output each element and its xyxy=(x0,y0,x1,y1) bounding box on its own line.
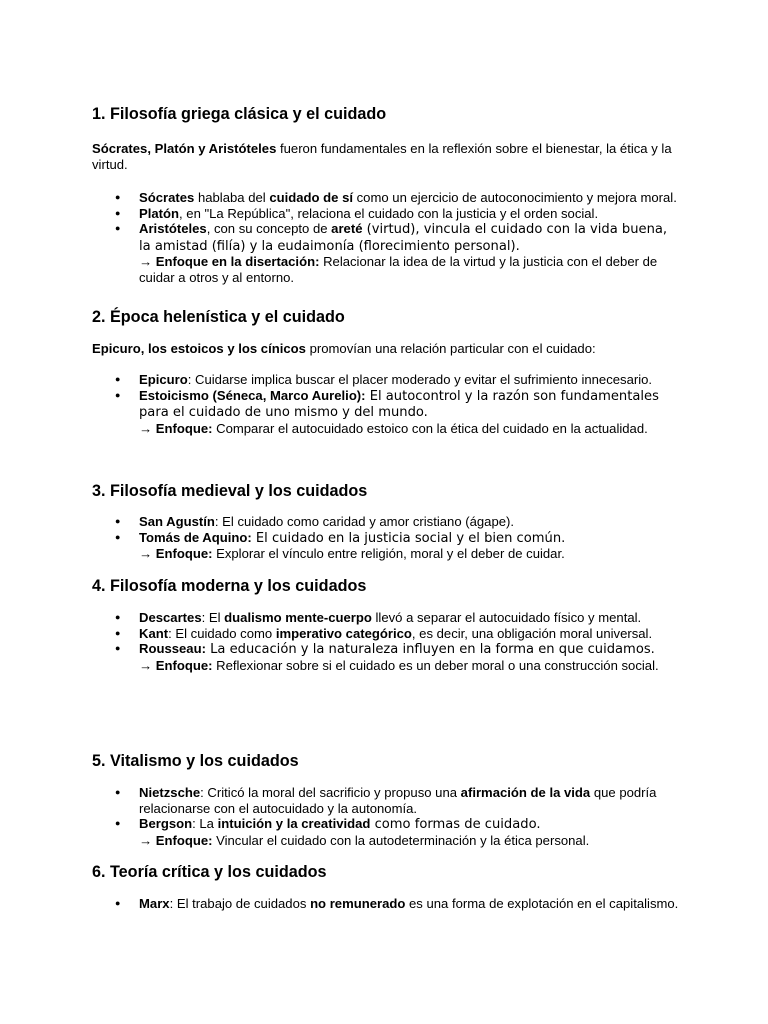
focus-note: → Enfoque en la disertación: Relacionar la idea de la virtud y la justicia con el deber de cuidar a otros y al entorno. xyxy=(139,254,658,285)
list-item: ● Aristóteles, con su concepto de areté (virtud), vincula el cuidado con la vida buena, la amistad (filía) y la eudaimonía (florecimiento personal). → Enfoque en la disertación: Relacionar la idea de la virtud y la justicia con el deber de cuidar a otros y al entorno. xyxy=(92,221,682,285)
list-item: ● Epicuro: Cuidarse implica buscar el placer moderado y evitar el sufrimiento innecesario. xyxy=(92,372,682,388)
bullet-list xyxy=(92,514,682,562)
list-item: ● Sócrates hablaba del cuidado de sí como un ejercicio de autoconocimiento y mejora moral. xyxy=(92,190,682,206)
section-heading: 2. Época helenística y el cuidado xyxy=(92,308,345,326)
section-heading: 3. Filosofía medieval y los cuidados xyxy=(92,482,368,500)
list-item: ● Bergson: La intuición y la creatividad como formas de cuidado. → Enfoque: Vincular el cuidado con la autodeterminación y la ética personal. xyxy=(92,816,682,848)
section-heading: 6. Teoría crítica y los cuidados xyxy=(92,863,327,881)
list-item: ● Platón, en "La República", relaciona el cuidado con la justicia y el orden social. xyxy=(92,206,682,222)
focus-note: → Enfoque: Vincular el cuidado con la autodeterminación y la ética personal. xyxy=(139,832,590,848)
list-item: ● San Agustín: El cuidado como caridad y amor cristiano (ágape). xyxy=(92,514,682,530)
section-1 xyxy=(92,104,682,285)
section-intro: Sócrates, Platón y Aristóteles fueron fundamentales en la reflexión sobre el bienestar, la ética y la virtud. xyxy=(92,141,672,172)
section-5 xyxy=(92,751,682,848)
bullet-list xyxy=(92,190,682,285)
focus-note: → Enfoque: Comparar el autocuidado estoico con la ética del cuidado en la actualidad. xyxy=(139,420,648,436)
bullet-list xyxy=(92,896,682,912)
list-item: ● Rousseau: La educación y la naturaleza influyen en la forma en que cuidamos. → Enfoque: Reflexionar sobre si el cuidado es un deber moral o una construcción social. xyxy=(92,641,682,673)
section-4 xyxy=(92,576,682,673)
section-heading: 1. Filosofía griega clásica y el cuidado xyxy=(92,105,387,123)
section-3 xyxy=(92,481,682,562)
list-item: ● Marx: El trabajo de cuidados no remunerado es una forma de explotación en el capitalismo. xyxy=(92,896,682,912)
list-item: ● Kant: El cuidado como imperativo categórico, es decir, una obligación moral universal. xyxy=(92,626,682,642)
section-6 xyxy=(92,862,682,912)
section-2 xyxy=(92,307,682,436)
focus-note: → Enfoque: Reflexionar sobre si el cuidado es un deber moral o una construcción social. xyxy=(139,657,659,673)
list-item: ● Descartes: El dualismo mente-cuerpo llevó a separar el autocuidado físico y mental. xyxy=(92,610,682,626)
bullet-list xyxy=(92,785,682,848)
list-item: ● Estoicismo (Séneca, Marco Aurelio): El autocontrol y la razón son fundamentales para el cuidado de uno mismo y del mundo. → Enfoque: Comparar el autocuidado estoico con la ética del cuidado en la actualidad. xyxy=(92,388,682,437)
section-intro: Epicuro, los estoicos y los cínicos promovían una relación particular con el cuidado: xyxy=(92,341,596,356)
focus-note: → Enfoque: Explorar el vínculo entre religión, moral y el deber de cuidar. xyxy=(139,546,565,561)
section-heading: 5. Vitalismo y los cuidados xyxy=(92,752,299,770)
list-item: ● Tomás de Aquino: El cuidado en la justicia social y el bien común. → Enfoque: Explorar el vínculo entre religión, moral y el deber de cuidar. xyxy=(92,530,682,562)
list-item: ● Nietzsche: Criticó la moral del sacrificio y propuso una afirmación de la vida que podría relacionarse con el autocuidado y la autonomía. xyxy=(92,785,682,816)
section-heading: 4. Filosofía moderna y los cuidados xyxy=(92,577,367,595)
bullet-list xyxy=(92,610,682,673)
bullet-list xyxy=(92,372,682,436)
